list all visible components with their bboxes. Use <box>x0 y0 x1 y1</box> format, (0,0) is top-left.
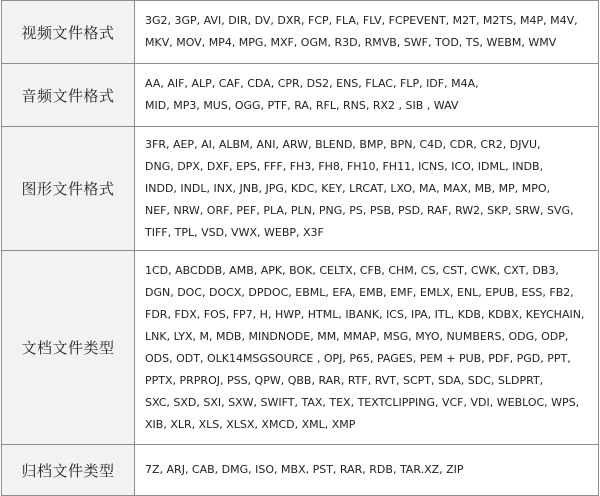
format-line: 1CD, ABCDDB, AMB, APK, BOK, CELTX, CFB, CHM, CS, CST, CWK, CXT, DB3, <box>145 263 559 277</box>
table-row-audio <box>2 64 599 127</box>
formats-cell-image <box>135 127 599 251</box>
format-line: AA, AIF, ALP, CAF, CDA, CPR, DS2, ENS, FLAC, FLP, IDF, M4A, <box>145 77 479 90</box>
format-line: XIB, XLR, XLS, XLSX, XMCD, XML, XMP <box>145 417 356 431</box>
format-line: TIFF, TPL, VSD, VWX, WEBP, X3F <box>145 225 324 239</box>
category-cell-audio: 音频文件格式 <box>2 64 135 127</box>
category-cell-video: 视频文件格式 <box>2 1 135 64</box>
format-line: LNK, LYX, M, MDB, MINDNODE, MM, MMAP, MSG, MYO, NUMBERS, ODG, ODP, <box>145 329 569 343</box>
format-line: SXC, SXD, SXI, SXW, SWIFT, TAX, TEX, TEXTCLIPPING, VCF, VDI, WEBLOC, WPS, <box>145 395 580 409</box>
formats-cell-archive <box>135 445 599 496</box>
formats-cell-video <box>135 1 599 64</box>
format-line: PPTX, PRPROJ, PSS, QPW, QBB, RAR, RTF, RVT, SCPT, SDA, SDC, SLDPRT, <box>145 373 544 387</box>
format-line: ODS, ODT, OLK14MSGSOURCE , OPJ, P65, PAGES, PEM + PUB, PDF, PGD, PPT, <box>145 351 571 365</box>
table-row-image <box>2 127 599 251</box>
format-line: MID, MP3, MUS, OGG, PTF, RA, RFL, RNS, RX2 , SIB , WAV <box>145 99 459 112</box>
formats-cell-audio <box>135 64 599 127</box>
table-row-archive <box>2 445 599 496</box>
format-line: 3G2, 3GP, AVI, DIR, DV, DXR, FCP, FLA, FLV, FCPEVENT, M2T, M2TS, M4P, M4V, <box>145 14 578 27</box>
format-line: FDR, FDX, FOS, FP7, H, HWP, HTML, IBANK, ICS, IPA, ITL, KDB, KDBX, KEYCHAIN, <box>145 307 585 321</box>
format-line: 7Z, ARJ, CAB, DMG, ISO, MBX, PST, RAR, RDB, TAR.XZ, ZIP <box>145 463 464 476</box>
table-row-document <box>2 251 599 445</box>
formats-cell-document <box>135 251 599 445</box>
format-line: INDD, INDL, INX, JNB, JPG, KDC, KEY, LRCAT, LXO, MA, MAX, MB, MP, MPO, <box>145 181 550 195</box>
format-line: DNG, DPX, DXF, EPS, FFF, FH3, FH8, FH10, FH11, ICNS, ICO, IDML, INDB, <box>145 159 544 173</box>
category-cell-document: 文档文件类型 <box>2 251 135 445</box>
format-line: DGN, DOC, DOCX, DPDOC, EBML, EFA, EMB, EMF, EMLX, ENL, EPUB, ESS, FB2, <box>145 285 574 299</box>
format-line: NEF, NRW, ORF, PEF, PLA, PLN, PNG, PS, PSB, PSD, RAF, RW2, SKP, SRW, SVG, <box>145 203 574 217</box>
format-line: 3FR, AEP, AI, ALBM, ANI, ARW, BLEND, BMP, BPN, C4D, CDR, CR2, DJVU, <box>145 137 541 151</box>
category-cell-archive: 归档文件类型 <box>2 445 135 496</box>
table-row-video <box>2 1 599 64</box>
file-formats-table <box>1 0 599 496</box>
category-cell-image: 图形文件格式 <box>2 127 135 251</box>
format-line: MKV, MOV, MP4, MPG, MXF, OGM, R3D, RMVB, SWF, TOD, TS, WEBM, WMV <box>145 36 557 49</box>
